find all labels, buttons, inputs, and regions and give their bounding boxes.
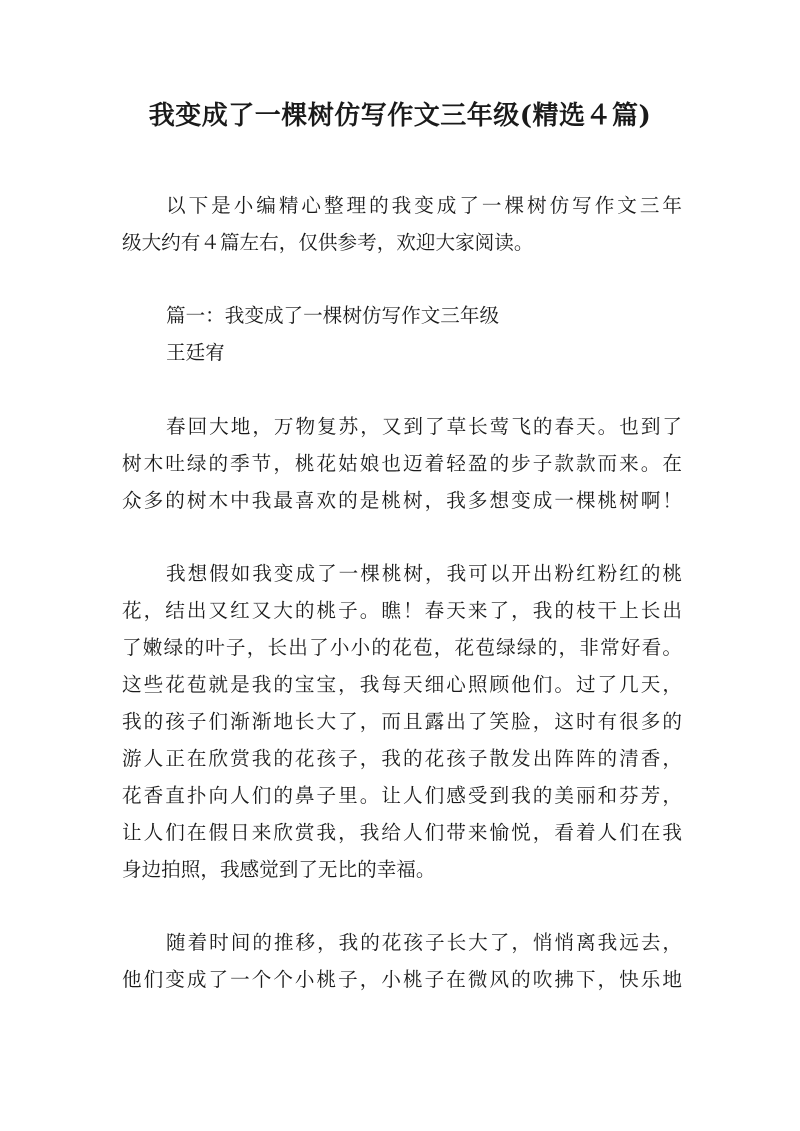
paragraph-line: 众多的树木中我最喜欢的是桃树，我多想变成一棵桃树啊！ [122,489,682,512]
paragraph-line: 我想假如我变成了一棵桃树，我可以开出粉红粉红的桃 [166,562,682,585]
paragraph-line: 随着时间的推移，我的花孩子长大了，悄悄离我远去， [166,931,682,954]
article-heading: 篇一：我变成了一棵树仿写作文三年级 [166,304,500,327]
paragraph-line: 身边拍照，我感觉到了无比的幸福。 [122,858,436,881]
paragraph-line: 树木吐绿的季节，桃花姑娘也迈着轻盈的步子款款而来。在 [122,452,682,475]
paragraph-line: 让人们在假日来欣赏我，我给人们带来愉悦，看着人们在我 [122,821,682,844]
paragraph-line: 花，结出又红又大的桃子。瞧！春天来了，我的枝干上长出 [122,599,682,622]
paragraph-line: 春回大地，万物复苏，又到了草长莺飞的春天。也到了 [166,415,682,438]
paragraph-line: 我的孩子们渐渐地长大了，而且露出了笑脸，这时有很多的 [122,710,682,733]
paragraph-line: 花香直扑向人们的鼻子里。让人们感受到我的美丽和芬芳， [122,784,682,807]
document-title: 我变成了一棵树仿写作文三年级(精选４篇) [148,101,652,131]
paragraph-line: 游人正在欣赏我的花孩子，我的花孩子散发出阵阵的清香， [122,747,682,770]
paragraph-line: 他们变成了一个个小桃子，小桃子在微风的吹拂下，快乐地 [122,968,682,991]
author-name: 王廷宥 [166,341,225,364]
paragraph-line: 这些花苞就是我的宝宝，我每天细心照顾他们。过了几天， [122,673,682,696]
paragraph-line: 了嫩绿的叶子，长出了小小的花苞，花苞绿绿的，非常好看。 [122,636,682,659]
intro-line: 以下是小编精心整理的我变成了一棵树仿写作文三年 [166,194,682,217]
intro-line: 级大约有４篇左右，仅供参考，欢迎大家阅读。 [122,231,534,254]
